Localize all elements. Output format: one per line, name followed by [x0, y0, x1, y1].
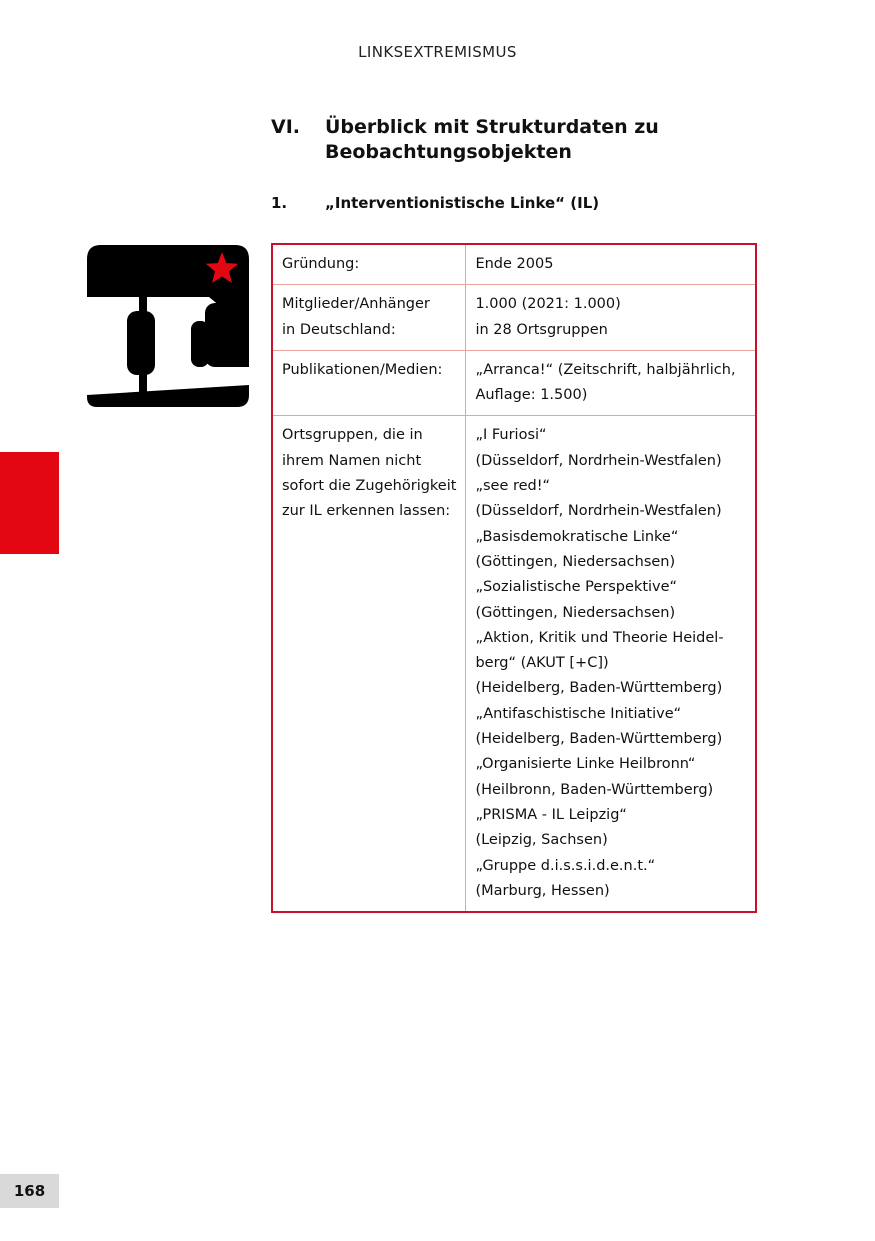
value-line: „Antifaschistische Initiative“ [475, 705, 682, 722]
table-label-cell [272, 416, 466, 912]
value-line: „Sozialistische Perspektive“ [475, 579, 678, 596]
value-line: (Düsseldorf, Nordrhein-Westfalen) [475, 452, 722, 469]
label-line: in Deutschland: [282, 321, 396, 338]
label-line: ihrem Namen nicht [282, 452, 422, 469]
chapter-title-line: Beobachtungsobjekten [325, 141, 572, 163]
structure-data-table [271, 243, 757, 913]
value-line: „I Furiosi“ [475, 427, 547, 444]
value-line: „see red!“ [475, 478, 551, 495]
section-number: 1. [271, 194, 288, 212]
value-line: 1.000 (2021: 1.000) [475, 296, 621, 313]
table-label-cell [272, 285, 466, 351]
value-line: (Heidelberg, Baden-Württemberg) [475, 680, 723, 697]
section-title: „Interventionistische Linke“ (IL) [325, 194, 600, 212]
chapter-side-tab [0, 452, 59, 554]
value-line: „Organisierte Linke Heilbronn“ [475, 756, 696, 773]
table-row [272, 244, 756, 285]
value-line: „Basisdemokratische Linke“ [475, 528, 679, 545]
value-line: berg“ (AKUT [+C]) [475, 655, 609, 672]
value-line: (Heilbronn, Baden-Württemberg) [475, 781, 714, 798]
value-line: in 28 Ortsgruppen [475, 321, 608, 338]
running-header: LINKSEXTREMISMUS [358, 43, 517, 61]
table-row [272, 350, 756, 416]
value-line: (Göttingen, Niedersachsen) [475, 553, 676, 570]
value-line: „Arranca!“ (Zeitschrift, halbjährlich, [475, 361, 736, 378]
value-line: (Göttingen, Niedersachsen) [475, 604, 676, 621]
value-line: „PRISMA - IL Leipzig“ [475, 806, 627, 823]
table-value-cell [466, 285, 756, 351]
chapter-number: VI. [271, 116, 300, 138]
table-value-cell [466, 244, 756, 285]
page-number: 168 [0, 1174, 59, 1208]
value-line: (Marburg, Hessen) [475, 882, 610, 899]
label-line: zur IL erkennen lassen: [282, 503, 451, 520]
label-line: Gründung: [282, 256, 360, 272]
value-line: (Düsseldorf, Nordrhein-Westfalen) [475, 503, 722, 520]
label-line: Ortsgruppen, die in [282, 427, 423, 444]
label-line: Mitglieder/Anhänger [282, 296, 430, 313]
chapter-title [325, 115, 745, 165]
value-line: Auflage: 1.500) [475, 387, 588, 404]
label-line: sofort die Zugehörigkeit [282, 478, 457, 495]
table-value-cell [466, 416, 756, 912]
table-label-cell [272, 350, 466, 416]
value-line: Ende 2005 [475, 256, 554, 272]
chapter-title-line: Überblick mit Strukturdaten zu [325, 116, 659, 138]
table-label-cell [272, 244, 466, 285]
table-row [272, 285, 756, 351]
organization-logo-icon [87, 245, 249, 407]
value-line: (Heidelberg, Baden-Württemberg) [475, 731, 723, 748]
value-line: „Gruppe d.i.s.s.i.d.e.n.t.“ [475, 857, 656, 874]
table-row [272, 416, 756, 912]
table-value-cell [466, 350, 756, 416]
value-line: „Aktion, Kritik und Theorie Heidel- [475, 629, 724, 646]
label-line: Publikationen/Medien: [282, 361, 443, 378]
value-line: (Leipzig, Sachsen) [475, 832, 608, 849]
